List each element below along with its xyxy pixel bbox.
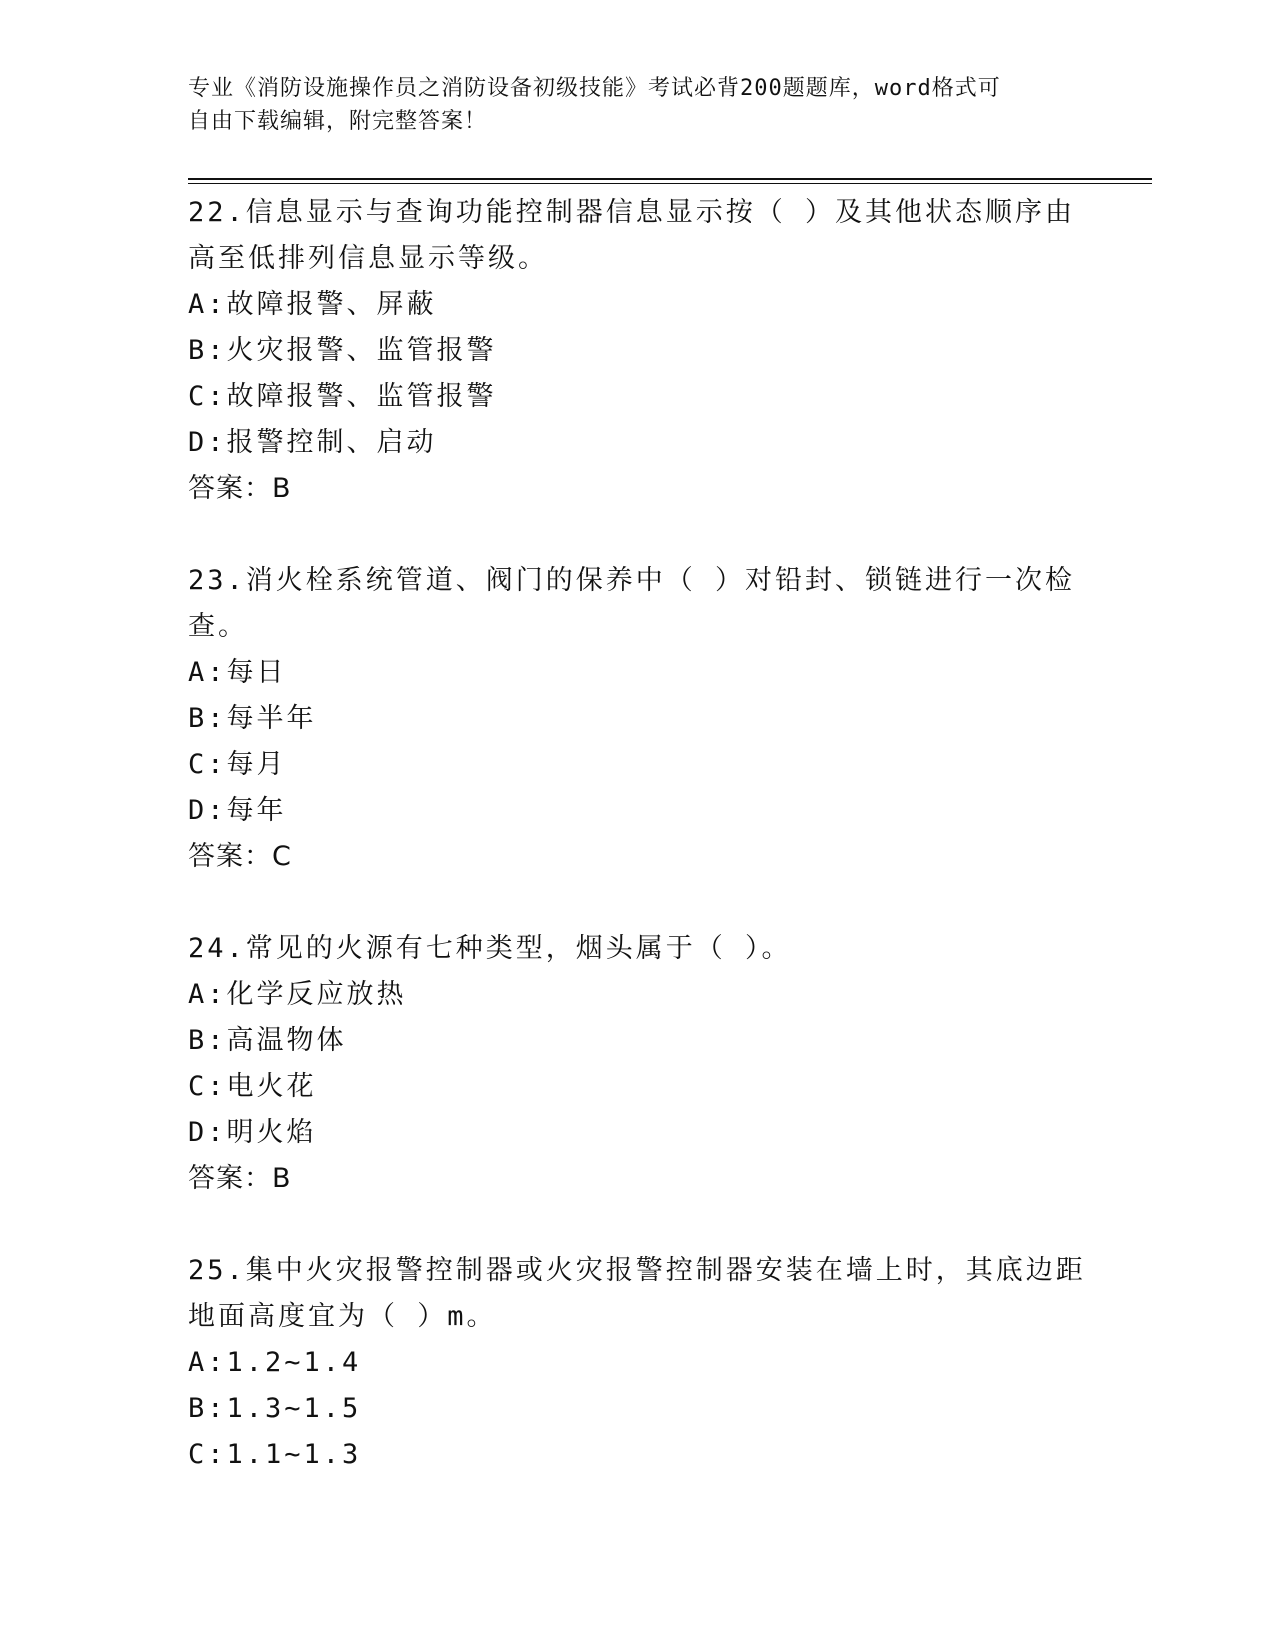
option-b: B:每半年 bbox=[188, 703, 317, 734]
header-divider-bottom bbox=[188, 183, 1152, 184]
header-divider-top bbox=[188, 178, 1152, 180]
option-b: B:火灾报警、监管报警 bbox=[188, 335, 497, 366]
question-stem: 23.消火栓系统管道、阀门的保养中（ ）对铅封、锁链进行一次检查。 bbox=[188, 565, 1076, 642]
question-24 bbox=[188, 926, 1088, 1202]
option-a: A:故障报警、屏蔽 bbox=[188, 289, 437, 320]
question-23 bbox=[188, 558, 1088, 880]
option-c: C:故障报警、监管报警 bbox=[188, 381, 497, 412]
question-stem: 24.常见的火源有七种类型，烟头属于（ ）。 bbox=[188, 933, 792, 964]
option-a: A:每日 bbox=[188, 657, 287, 688]
answer-label: 答案：B bbox=[188, 1163, 292, 1194]
answer-label: 答案：B bbox=[188, 473, 292, 504]
header-line-1: 专业《消防设施操作员之消防设备初级技能》考试必背200题题库，word格式可 bbox=[188, 76, 1001, 101]
option-d: D:每年 bbox=[188, 795, 287, 826]
option-d: D:报警控制、启动 bbox=[188, 427, 437, 458]
question-stem: 25.集中火灾报警控制器或火灾报警控制器安装在墙上时，其底边距地面高度宜为（ ）m。 bbox=[188, 1255, 1086, 1332]
option-c: C:1.1~1.3 bbox=[188, 1439, 362, 1470]
answer-label: 答案：C bbox=[188, 841, 292, 872]
question-stem: 22.信息显示与查询功能控制器信息显示按（ ）及其他状态顺序由高至低排列信息显示等级。 bbox=[188, 197, 1076, 274]
header-line-2: 自由下载编辑，附完整答案！ bbox=[188, 109, 488, 134]
option-a: A:1.2~1.4 bbox=[188, 1347, 362, 1378]
document-header bbox=[188, 72, 1088, 138]
option-c: C:每月 bbox=[188, 749, 287, 780]
option-a: A:化学反应放热 bbox=[188, 979, 407, 1010]
option-b: B:1.3~1.5 bbox=[188, 1393, 362, 1424]
option-c: C:电火花 bbox=[188, 1071, 317, 1102]
option-b: B:高温物体 bbox=[188, 1025, 347, 1056]
question-25 bbox=[188, 1248, 1088, 1478]
question-list bbox=[188, 190, 1088, 1524]
option-d: D:明火焰 bbox=[188, 1117, 317, 1148]
question-22 bbox=[188, 190, 1088, 512]
